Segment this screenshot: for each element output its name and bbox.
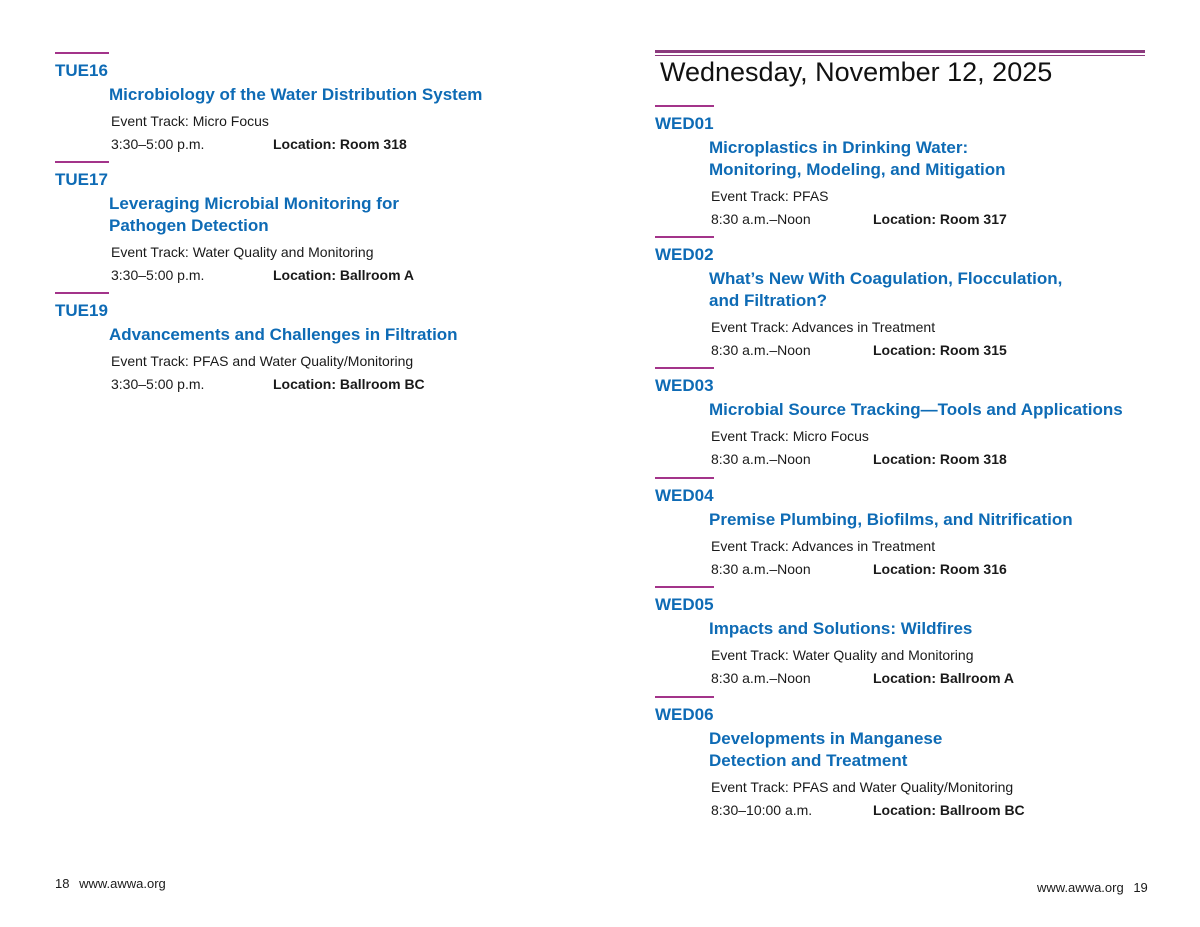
session-time: 8:30 a.m.–Noon (711, 342, 811, 358)
left-page (55, 0, 535, 927)
session-time: 8:30 a.m.–Noon (711, 670, 811, 686)
session-code: WED03 (655, 376, 714, 395)
session-wed02 (655, 236, 1155, 358)
session-divider (655, 236, 714, 238)
session-location: Location: Ballroom A (273, 267, 415, 283)
session-title: Developments in Manganese Detection and Treatment (709, 729, 943, 770)
session-title: What’s New With Coagulation, Flocculation, and Filtration? (709, 269, 1063, 310)
page-number: 19 (1133, 880, 1148, 895)
session-code: WED02 (655, 245, 714, 264)
session-track: Event Track: PFAS and Water Quality/Monitoring (111, 353, 414, 369)
session-code: WED01 (655, 114, 714, 133)
session-title: Microbial Source Tracking—Tools and Applications (709, 400, 1123, 419)
session-wed01 (655, 105, 1155, 227)
day-header (655, 50, 1145, 87)
session-tue19 (55, 292, 535, 392)
day-rule-thin (655, 55, 1145, 56)
footer-url[interactable]: www.awwa.org (79, 876, 166, 891)
session-divider (655, 696, 714, 698)
footer-left (55, 876, 172, 891)
session-divider (655, 105, 714, 107)
session-tue17 (55, 161, 535, 283)
session-time: 3:30–5:00 p.m. (111, 136, 205, 152)
session-track: Event Track: Advances in Treatment (711, 538, 936, 554)
session-title: Microplastics in Drinking Water: Monitoring, Modeling, and Mitigation (709, 138, 1006, 179)
session-time: 8:30 a.m.–Noon (711, 211, 811, 227)
footer-right (1031, 880, 1148, 895)
session-time: 3:30–5:00 p.m. (111, 267, 205, 283)
session-title: Impacts and Solutions: Wildfires (709, 619, 973, 638)
session-title: Premise Plumbing, Biofilms, and Nitrification (709, 510, 1073, 529)
session-meta (711, 211, 1155, 227)
session-title: Leveraging Microbial Monitoring for Pathogen Detection (109, 194, 399, 235)
session-code: WED04 (655, 486, 714, 505)
session-title: Microbiology of the Water Distribution System (109, 85, 483, 104)
session-code: WED05 (655, 595, 714, 614)
session-tue16 (55, 52, 535, 152)
session-track: Event Track: PFAS and Water Quality/Monitoring (711, 779, 1014, 795)
day-title: Wednesday, November 12, 2025 (660, 57, 1053, 87)
session-divider (655, 586, 714, 588)
session-divider (55, 161, 109, 163)
session-location: Location: Room 315 (873, 342, 1007, 358)
session-code: TUE19 (55, 301, 108, 320)
session-meta (711, 802, 1155, 818)
session-meta (711, 451, 1155, 467)
session-code: WED06 (655, 705, 714, 724)
session-location: Location: Room 318 (273, 136, 407, 152)
session-time: 8:30–10:00 a.m. (711, 802, 813, 818)
footer-url[interactable]: www.awwa.org (1037, 880, 1124, 895)
session-divider (55, 52, 109, 54)
session-divider (55, 292, 109, 294)
session-meta (711, 561, 1155, 577)
session-meta (111, 376, 535, 392)
session-track: Event Track: Micro Focus (711, 428, 869, 444)
session-divider (655, 367, 714, 369)
session-time: 8:30 a.m.–Noon (711, 451, 811, 467)
session-meta (111, 267, 535, 283)
session-meta (111, 136, 535, 152)
session-track: Event Track: PFAS (711, 188, 829, 204)
session-time: 3:30–5:00 p.m. (111, 376, 205, 392)
session-wed04 (655, 477, 1155, 577)
session-location: Location: Ballroom A (873, 670, 1015, 686)
session-location: Location: Ballroom BC (273, 376, 425, 392)
right-page (655, 0, 1155, 927)
session-track: Event Track: Advances in Treatment (711, 319, 936, 335)
day-rule (655, 50, 1145, 53)
session-location: Location: Room 318 (873, 451, 1007, 467)
session-wed03 (655, 367, 1155, 467)
session-code: TUE17 (55, 170, 108, 189)
session-meta (711, 670, 1155, 686)
page-number: 18 (55, 876, 70, 891)
session-track: Event Track: Water Quality and Monitoring (711, 647, 974, 663)
session-divider (655, 477, 714, 479)
session-wed06 (655, 696, 1155, 818)
session-meta (711, 342, 1155, 358)
session-track: Event Track: Micro Focus (111, 113, 269, 129)
session-wed05 (655, 586, 1155, 686)
session-location: Location: Room 316 (873, 561, 1007, 577)
session-time: 8:30 a.m.–Noon (711, 561, 811, 577)
session-code: TUE16 (55, 61, 108, 80)
session-track: Event Track: Water Quality and Monitoring (111, 244, 374, 260)
session-location: Location: Ballroom BC (873, 802, 1025, 818)
session-location: Location: Room 317 (873, 211, 1007, 227)
session-title: Advancements and Challenges in Filtration (109, 325, 458, 344)
